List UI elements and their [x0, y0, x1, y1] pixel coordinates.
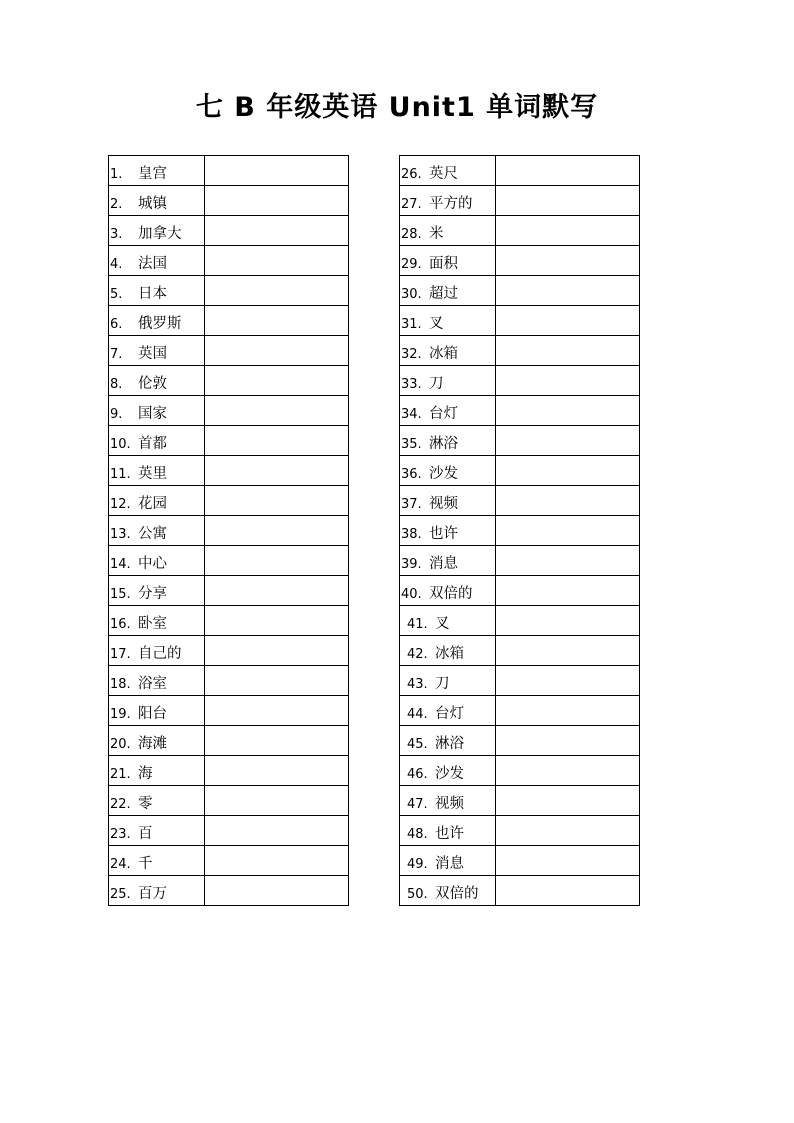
chinese-word: 双倍的 [435, 886, 479, 902]
answer-cell[interactable] [496, 216, 640, 246]
answer-cell[interactable] [205, 786, 349, 816]
word-cell [109, 606, 205, 636]
item-number: 17. [110, 647, 131, 662]
chinese-word: 沙发 [435, 766, 464, 782]
answer-cell[interactable] [496, 246, 640, 276]
item-number: 20. [110, 737, 131, 752]
item-number: 16. [110, 617, 131, 632]
item-number: 4. [110, 257, 123, 272]
table-row [109, 666, 349, 696]
answer-cell[interactable] [205, 516, 349, 546]
chinese-word: 冰箱 [435, 646, 464, 662]
word-cell [400, 756, 496, 786]
chinese-word: 法国 [138, 256, 167, 272]
word-cell [400, 396, 496, 426]
item-number: 11. [110, 467, 131, 482]
table-row [400, 246, 640, 276]
word-cell [400, 456, 496, 486]
table-row [109, 756, 349, 786]
word-cell [109, 876, 205, 906]
table-row [400, 816, 640, 846]
answer-cell[interactable] [205, 606, 349, 636]
item-number: 30. [401, 287, 422, 302]
chinese-word: 公寓 [138, 526, 167, 542]
item-number: 6. [110, 317, 123, 332]
table-row [400, 666, 640, 696]
item-number: 7. [110, 347, 123, 362]
chinese-word: 消息 [435, 856, 464, 872]
answer-cell[interactable] [496, 756, 640, 786]
table-row [109, 516, 349, 546]
chinese-word: 淋浴 [435, 736, 464, 752]
answer-cell[interactable] [205, 816, 349, 846]
answer-cell[interactable] [496, 396, 640, 426]
word-cell [109, 576, 205, 606]
word-cell [400, 606, 496, 636]
word-cell [400, 876, 496, 906]
item-number: 8. [110, 377, 123, 392]
answer-cell[interactable] [496, 636, 640, 666]
table-row [400, 636, 640, 666]
answer-cell[interactable] [205, 876, 349, 906]
answer-cell[interactable] [205, 576, 349, 606]
word-cell [109, 816, 205, 846]
item-number: 15. [110, 587, 131, 602]
word-cell [400, 786, 496, 816]
table-row [109, 276, 349, 306]
word-cell [400, 306, 496, 336]
table-row [400, 426, 640, 456]
chinese-word: 伦敦 [138, 376, 167, 392]
table-row [400, 156, 640, 186]
item-number: 41. [407, 617, 428, 632]
answer-cell[interactable] [496, 876, 640, 906]
item-number: 18. [110, 677, 131, 692]
answer-cell[interactable] [205, 756, 349, 786]
answer-cell[interactable] [205, 216, 349, 246]
item-number: 1. [110, 167, 123, 182]
answer-cell[interactable] [205, 246, 349, 276]
vocab-table-left [108, 155, 349, 906]
item-number: 19. [110, 707, 131, 722]
table-row [109, 876, 349, 906]
word-cell [109, 276, 205, 306]
answer-cell[interactable] [496, 426, 640, 456]
table-row [109, 636, 349, 666]
answer-cell[interactable] [205, 366, 349, 396]
word-cell [109, 396, 205, 426]
chinese-word: 消息 [429, 556, 458, 572]
chinese-word: 沙发 [429, 466, 458, 482]
chinese-word: 英国 [138, 346, 167, 362]
table-row [400, 696, 640, 726]
chinese-word: 首都 [138, 436, 167, 452]
answer-cell[interactable] [496, 456, 640, 486]
answer-cell[interactable] [496, 516, 640, 546]
page-title: 七 B 年级英语 Unit1 单词默写 [195, 92, 599, 123]
word-cell [400, 366, 496, 396]
answer-cell[interactable] [496, 276, 640, 306]
item-number: 39. [401, 557, 422, 572]
table-row [109, 576, 349, 606]
answer-cell[interactable] [205, 276, 349, 306]
item-number: 13. [110, 527, 131, 542]
answer-cell[interactable] [496, 156, 640, 186]
table-row [400, 486, 640, 516]
item-number: 48. [407, 827, 428, 842]
item-number: 26. [401, 167, 422, 182]
table-row [109, 696, 349, 726]
item-number: 40. [401, 587, 422, 602]
answer-cell[interactable] [205, 666, 349, 696]
chinese-word: 面积 [429, 256, 458, 272]
table-row [400, 516, 640, 546]
item-number: 49. [407, 857, 428, 872]
table-row [109, 246, 349, 276]
item-number: 12. [110, 497, 131, 512]
word-cell [400, 696, 496, 726]
table-row [400, 456, 640, 486]
item-number: 37. [401, 497, 422, 512]
answer-cell[interactable] [205, 636, 349, 666]
chinese-word: 刀 [429, 376, 444, 392]
item-number: 22. [110, 797, 131, 812]
chinese-word: 零 [138, 796, 153, 812]
item-number: 25. [110, 887, 131, 902]
chinese-word: 百 [138, 826, 153, 842]
item-number: 3. [110, 227, 123, 242]
chinese-word: 分享 [138, 586, 167, 602]
chinese-word: 俄罗斯 [138, 316, 182, 332]
chinese-word: 淋浴 [429, 436, 458, 452]
table-row [400, 216, 640, 246]
word-cell [400, 666, 496, 696]
word-cell [109, 306, 205, 336]
table-row [109, 336, 349, 366]
answer-cell[interactable] [205, 186, 349, 216]
chinese-word: 千 [138, 856, 153, 872]
table-row [109, 786, 349, 816]
table-row [400, 846, 640, 876]
answer-cell[interactable] [496, 786, 640, 816]
answer-cell[interactable] [496, 666, 640, 696]
answer-cell[interactable] [496, 366, 640, 396]
item-number: 34. [401, 407, 422, 422]
item-number: 9. [110, 407, 123, 422]
chinese-word: 叉 [429, 316, 444, 332]
table-row [109, 726, 349, 756]
answer-cell[interactable] [496, 606, 640, 636]
chinese-word: 卧室 [138, 616, 167, 632]
item-number: 50. [407, 887, 428, 902]
word-cell [400, 276, 496, 306]
table-row [400, 366, 640, 396]
item-number: 33. [401, 377, 422, 392]
word-cell [109, 786, 205, 816]
item-number: 27. [401, 197, 422, 212]
table-row [109, 486, 349, 516]
item-number: 2. [110, 197, 123, 212]
table-row [400, 576, 640, 606]
answer-cell[interactable] [496, 816, 640, 846]
chinese-word: 超过 [429, 286, 458, 302]
chinese-word: 自己的 [138, 646, 182, 662]
word-cell [109, 216, 205, 246]
item-number: 38. [401, 527, 422, 542]
item-number: 29. [401, 257, 422, 272]
item-number: 5. [110, 287, 123, 302]
word-cell [400, 426, 496, 456]
answer-cell[interactable] [205, 696, 349, 726]
chinese-word: 也许 [435, 826, 464, 842]
word-cell [400, 726, 496, 756]
word-cell [400, 816, 496, 846]
item-number: 21. [110, 767, 131, 782]
answer-cell[interactable] [205, 486, 349, 516]
table-row [400, 606, 640, 636]
word-cell [109, 696, 205, 726]
chinese-word: 台灯 [429, 406, 458, 422]
chinese-word: 冰箱 [429, 346, 458, 362]
table-row [400, 786, 640, 816]
chinese-word: 皇宫 [138, 166, 167, 182]
answer-cell[interactable] [205, 396, 349, 426]
table-row [400, 546, 640, 576]
item-number: 28. [401, 227, 422, 242]
answer-cell[interactable] [496, 546, 640, 576]
chinese-word: 英尺 [429, 166, 458, 182]
chinese-word: 平方的 [429, 196, 473, 212]
table-row [109, 306, 349, 336]
word-cell [400, 246, 496, 276]
word-cell [109, 516, 205, 546]
chinese-word: 日本 [138, 286, 167, 302]
table-row [109, 426, 349, 456]
chinese-word: 花园 [138, 496, 167, 512]
chinese-word: 英里 [138, 466, 167, 482]
word-cell [109, 246, 205, 276]
item-number: 46. [407, 767, 428, 782]
table-row [400, 276, 640, 306]
item-number: 42. [407, 647, 428, 662]
chinese-word: 双倍的 [429, 586, 473, 602]
word-cell [109, 186, 205, 216]
answer-cell[interactable] [496, 336, 640, 366]
answer-cell[interactable] [205, 456, 349, 486]
word-cell [400, 636, 496, 666]
chinese-word: 加拿大 [138, 226, 182, 242]
chinese-word: 浴室 [138, 676, 167, 692]
word-cell [109, 156, 205, 186]
chinese-word: 百万 [138, 886, 167, 902]
word-cell [109, 456, 205, 486]
word-cell [400, 576, 496, 606]
answer-cell[interactable] [205, 546, 349, 576]
item-number: 35. [401, 437, 422, 452]
word-cell [109, 546, 205, 576]
word-cell [400, 846, 496, 876]
table-row [400, 726, 640, 756]
chinese-word: 海滩 [138, 736, 167, 752]
chinese-word: 国家 [138, 406, 167, 422]
item-number: 36. [401, 467, 422, 482]
word-cell [400, 186, 496, 216]
table-row [109, 366, 349, 396]
table-row [109, 606, 349, 636]
word-cell [109, 486, 205, 516]
table-row [109, 846, 349, 876]
table-row [109, 216, 349, 246]
answer-cell[interactable] [496, 186, 640, 216]
answer-cell[interactable] [205, 426, 349, 456]
answer-cell[interactable] [496, 486, 640, 516]
table-row [109, 546, 349, 576]
item-number: 47. [407, 797, 428, 812]
item-number: 44. [407, 707, 428, 722]
table-row [109, 816, 349, 846]
chinese-word: 台灯 [435, 706, 464, 722]
table-row [400, 756, 640, 786]
word-cell [400, 516, 496, 546]
chinese-word: 阳台 [138, 706, 167, 722]
chinese-word: 米 [429, 226, 444, 242]
answer-cell[interactable] [205, 336, 349, 366]
word-cell [400, 546, 496, 576]
item-number: 14. [110, 557, 131, 572]
word-cell [109, 666, 205, 696]
chinese-word: 刀 [435, 676, 450, 692]
item-number: 31. [401, 317, 422, 332]
table-row [109, 456, 349, 486]
chinese-word: 视频 [435, 796, 464, 812]
word-cell [109, 366, 205, 396]
answer-cell[interactable] [205, 726, 349, 756]
word-cell [400, 336, 496, 366]
answer-cell[interactable] [205, 156, 349, 186]
answer-cell[interactable] [496, 696, 640, 726]
item-number: 10. [110, 437, 131, 452]
answer-cell[interactable] [496, 306, 640, 336]
answer-cell[interactable] [205, 306, 349, 336]
table-row [109, 186, 349, 216]
chinese-word: 叉 [435, 616, 450, 632]
word-cell [109, 336, 205, 366]
chinese-word: 视频 [429, 496, 458, 512]
word-cell [400, 156, 496, 186]
chinese-word: 也许 [429, 526, 458, 542]
answer-cell[interactable] [496, 726, 640, 756]
word-cell [109, 726, 205, 756]
word-cell [400, 216, 496, 246]
answer-cell[interactable] [496, 846, 640, 876]
chinese-word: 城镇 [138, 196, 167, 212]
item-number: 32. [401, 347, 422, 362]
chinese-word: 海 [138, 766, 153, 782]
answer-cell[interactable] [205, 846, 349, 876]
table-row [400, 876, 640, 906]
word-cell [109, 756, 205, 786]
answer-cell[interactable] [496, 576, 640, 606]
word-cell [109, 636, 205, 666]
word-cell [109, 426, 205, 456]
word-cell [109, 846, 205, 876]
table-row [400, 336, 640, 366]
table-row [109, 396, 349, 426]
vocab-table-right [399, 155, 640, 906]
table-row [109, 156, 349, 186]
item-number: 45. [407, 737, 428, 752]
item-number: 23. [110, 827, 131, 842]
item-number: 43. [407, 677, 428, 692]
item-number: 24. [110, 857, 131, 872]
table-row [400, 306, 640, 336]
table-row [400, 396, 640, 426]
table-row [400, 186, 640, 216]
word-cell [400, 486, 496, 516]
chinese-word: 中心 [138, 556, 167, 572]
